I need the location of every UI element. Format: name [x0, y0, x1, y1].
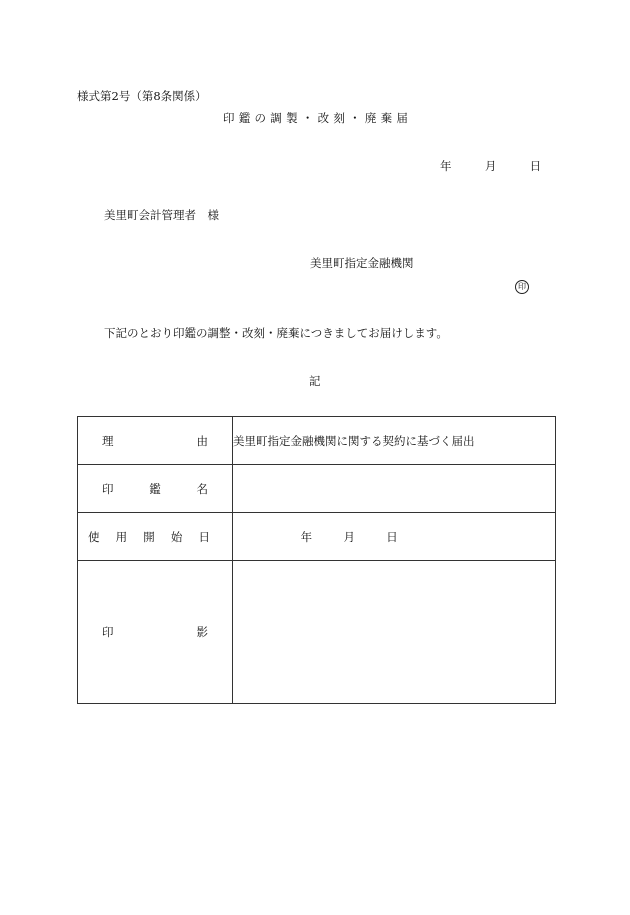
body-text: 下記のとおり印鑑の調整・改刻・廃棄につきましてお届けします。 [104, 326, 448, 340]
start-date-day: 日 [386, 529, 398, 544]
table-row-impression [78, 561, 556, 704]
document-title: 印 鑑 の 調 製 ・ 改 刻 ・ 廃 棄 届 [223, 111, 408, 125]
form-number: 様式第2号（第8条関係） [77, 89, 207, 103]
date-year: 年 [440, 159, 452, 173]
seal-mark: 印 [515, 278, 529, 294]
table-row-seal-name [78, 465, 556, 513]
ki-heading: 記 [309, 374, 321, 388]
header-date [440, 158, 541, 174]
addressee: 美里町会計管理者 様 [104, 208, 219, 222]
seal-name-label: 印 鑑 名 [78, 465, 233, 513]
seal-name-value[interactable] [233, 465, 556, 513]
reason-value: 美里町指定金融機関に関する契約に基づく届出 [233, 417, 556, 465]
impression-label: 印 影 [78, 561, 233, 704]
table-row-reason [78, 417, 556, 465]
impression-area[interactable] [233, 561, 556, 704]
table-row-start-date [78, 513, 556, 561]
declaration-table [77, 416, 556, 704]
submitter: 美里町指定金融機関 [310, 256, 414, 270]
reason-label: 理 由 [78, 417, 233, 465]
start-date-year: 年 [300, 529, 313, 544]
date-day: 日 [529, 159, 542, 173]
date-month: 月 [484, 159, 497, 173]
start-date-month: 月 [343, 529, 355, 544]
start-date-value[interactable] [233, 513, 556, 561]
start-date-label: 使 用 開 始 日 [78, 513, 233, 561]
